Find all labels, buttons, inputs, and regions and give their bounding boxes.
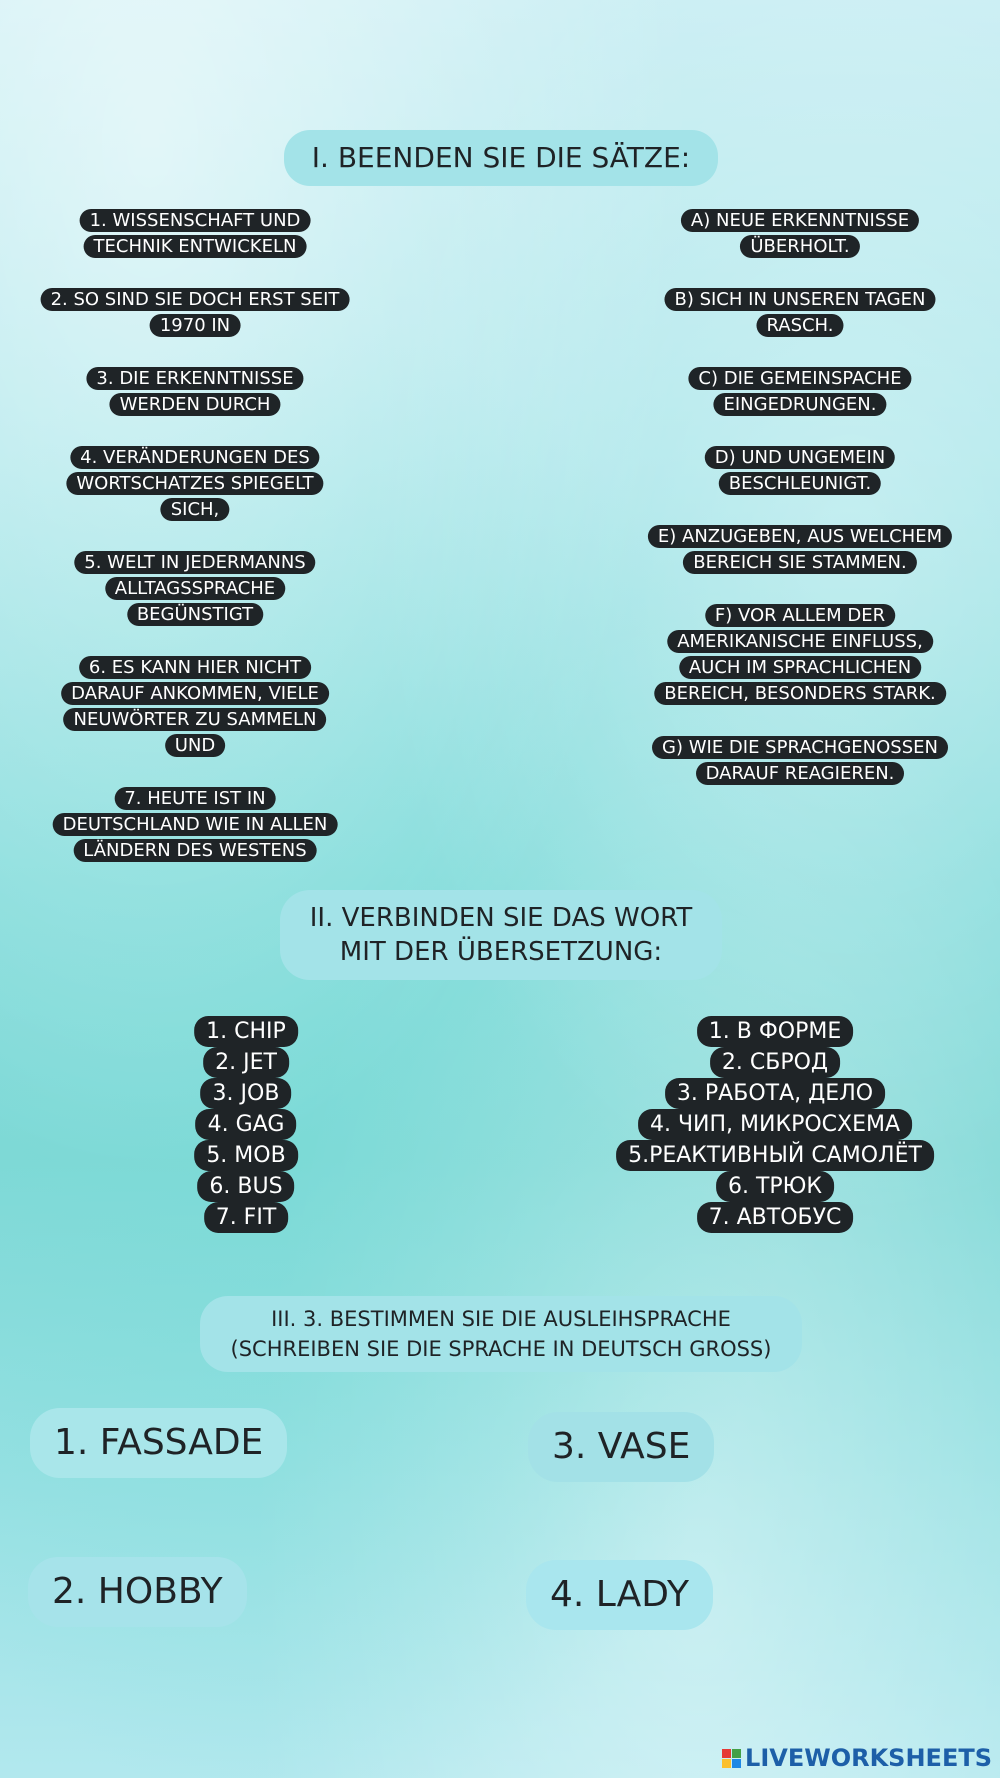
sentence-line: 2. SO SIND SIE DOCH ERST SEIT: [41, 288, 350, 311]
section-2-title: II. VERBINDEN SIE DAS WORT MIT DER ÜBERSETZUNG:: [280, 890, 722, 980]
sentence-start-5: [74, 550, 315, 628]
sentence-end-b: [664, 287, 935, 339]
section-1-title: I. BEENDEN SIE DIE SÄTZE:: [284, 130, 718, 186]
sentence-line: 3. DIE ERKENNTNISSE: [86, 367, 303, 390]
english-word: 6. BUS: [197, 1171, 294, 1202]
sentence-start-3: [86, 366, 303, 418]
english-word: 5. MOB: [194, 1140, 297, 1171]
sentence-line: BESCHLEUNIGT.: [719, 472, 882, 495]
sentence-line: 5. WELT IN JEDERMANNS: [74, 551, 315, 574]
russian-translation: 7. АВТОБУС: [697, 1202, 854, 1233]
sentence-line: D) UND UNGEMEIN: [705, 446, 895, 469]
english-word-list: [194, 1016, 298, 1233]
english-word: 7. FIT: [204, 1202, 289, 1233]
sentence-line: WERDEN DURCH: [110, 393, 281, 416]
sentence-end-c: [688, 366, 911, 418]
english-word: 3. JOB: [201, 1078, 292, 1109]
russian-translation-list: [616, 1016, 934, 1233]
sentence-line: UND: [165, 734, 226, 757]
sentence-end-e: [648, 524, 952, 576]
sentence-line: BEREICH, BESONDERS STARK.: [654, 682, 946, 705]
sentence-start-7: [53, 786, 338, 864]
sentence-line: DARAUF ANKOMMEN, VIELE: [61, 682, 329, 705]
liveworksheets-logo: LIVEWORKSHEETS: [722, 1744, 992, 1772]
sentence-line: 1970 IN: [150, 314, 240, 337]
sentence-line: DARAUF REAGIEREN.: [696, 762, 905, 785]
sentence-line: 6. ES KANN HIER NICHT: [79, 656, 311, 679]
english-word: 2. JET: [203, 1047, 289, 1078]
sentence-line: 7. HEUTE IST IN: [114, 787, 275, 810]
sentence-line: WORTSCHATZES SPIEGELT: [66, 472, 323, 495]
sentence-line: 4. VERÄNDERUNGEN DES: [70, 446, 320, 469]
russian-translation: 2. СБРОД: [710, 1047, 840, 1078]
sentence-line: C) DIE GEMEINSPACHE: [688, 367, 911, 390]
logo-mark-icon: [722, 1749, 741, 1768]
sentence-end-a: [681, 208, 919, 260]
sentence-end-g: [652, 735, 948, 787]
loanword-4: 4. LADY: [526, 1560, 713, 1630]
sentence-line: G) WIE DIE SPRACHGENOSSEN: [652, 736, 948, 759]
sentence-line: RASCH.: [756, 314, 843, 337]
sentence-end-d: [705, 445, 895, 497]
sentence-line: TECHNIK ENTWICKELN: [84, 235, 307, 258]
sentence-line: ÜBERHOLT.: [740, 235, 859, 258]
sentence-line: A) NEUE ERKENNTNISSE: [681, 209, 919, 232]
sentence-line: F) VOR ALLEM DER: [705, 604, 895, 627]
loanword-3: 3. VASE: [528, 1412, 714, 1482]
sentence-line: SICH,: [161, 498, 230, 521]
sentence-line: DEUTSCHLAND WIE IN ALLEN: [53, 813, 338, 836]
sentence-start-6: [61, 655, 329, 759]
russian-translation: 5.РЕАКТИВНЫЙ САМОЛЁТ: [616, 1140, 934, 1171]
russian-translation: 4. ЧИП, МИКРОСХЕМА: [638, 1109, 912, 1140]
english-word: 1. CHIP: [194, 1016, 298, 1047]
english-word: 4. GAG: [196, 1109, 297, 1140]
sentence-line: AMERIKANISCHE EINFLUSS,: [667, 630, 933, 653]
loanword-2: 2. HOBBY: [28, 1557, 247, 1627]
sentence-line: EINGEDRUNGEN.: [714, 393, 887, 416]
section-3-title: III. 3. BESTIMMEN SIE DIE AUSLEIHSPRACHE (SCHREIBEN SIE DIE SPRACHE IN DEUTSCH GROSS): [200, 1296, 802, 1372]
sentence-line: BEGÜNSTIGT: [127, 603, 263, 626]
sentence-line: NEUWÖRTER ZU SAMMELN: [63, 708, 326, 731]
sentence-line: B) SICH IN UNSEREN TAGEN: [664, 288, 935, 311]
sentence-line: AUCH IM SPRACHLICHEN: [679, 656, 921, 679]
loanword-1: 1. FASSADE: [30, 1408, 287, 1478]
russian-translation: 1. В ФОРМЕ: [697, 1016, 853, 1047]
sentence-start-4: [66, 445, 323, 523]
sentence-line: BEREICH SIE STAMMEN.: [683, 551, 917, 574]
russian-translation: 3. РАБОТА, ДЕЛО: [665, 1078, 885, 1109]
sentence-line: E) ANZUGEBEN, AUS WELCHEM: [648, 525, 952, 548]
russian-translation: 6. ТРЮК: [716, 1171, 834, 1202]
sentence-start-2: [41, 287, 350, 339]
sentence-line: 1. WISSENSCHAFT UND: [80, 209, 311, 232]
sentence-line: LÄNDERN DES WESTENS: [73, 839, 316, 862]
sentence-end-f: [654, 603, 946, 707]
sentence-start-1: [80, 208, 311, 260]
sentence-line: ALLTAGSSPRACHE: [105, 577, 285, 600]
